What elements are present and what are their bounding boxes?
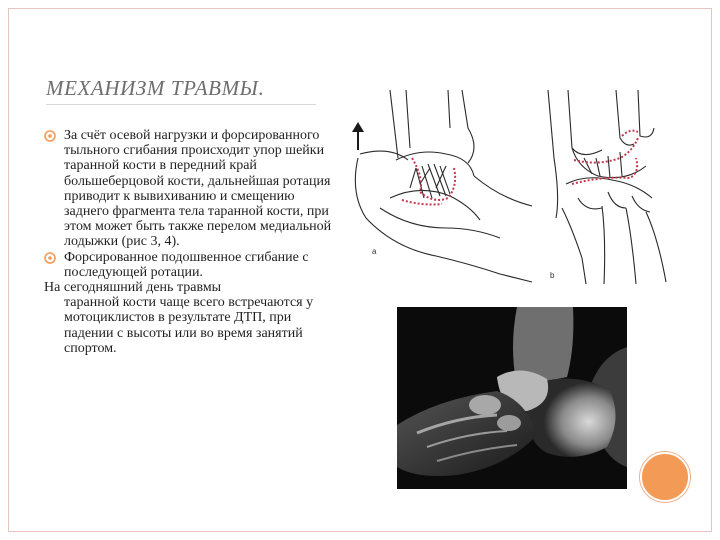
paragraph-continuation: таранной кости чаще всего встречаются у мотоциклистов в результате ДТП, при падении с высоты или во время занятий спортом. [64, 295, 314, 356]
paragraph-first-line: На сегодняшний день травмы [44, 280, 222, 296]
bullet-icon [44, 252, 56, 264]
bullet-text: За счёт осевой нагрузки и форсированного тыльного сгибания происходит упор шейки таранной кости в передний край большеберцовой кости, дальнейшая ротация приводит к вывихиванию и смещению заднего фрагмента тела таранной кости, при этом может быть также перелом медиальной лодыжки (рис 3, 4). [64, 128, 332, 250]
bullet-item [44, 250, 340, 280]
ankle-frontal-drawing [542, 88, 676, 288]
figure-label-right: b [550, 271, 555, 280]
slide-title: МЕХАНИЗМ ТРАВМЫ. [46, 76, 265, 100]
figure-label-left: a [372, 247, 377, 256]
slide-body [44, 128, 340, 356]
up-arrow-icon [352, 122, 364, 150]
ankle-lateral-drawing [350, 88, 534, 284]
bullet-text: Форсированное подошвенное сгибание с последующей ротации. [64, 249, 309, 280]
bullet-icon [44, 130, 56, 142]
ankle-xray-image [397, 307, 627, 489]
decorative-orange-circle [640, 452, 690, 502]
bullet-item [44, 128, 340, 250]
title-divider [46, 104, 316, 105]
